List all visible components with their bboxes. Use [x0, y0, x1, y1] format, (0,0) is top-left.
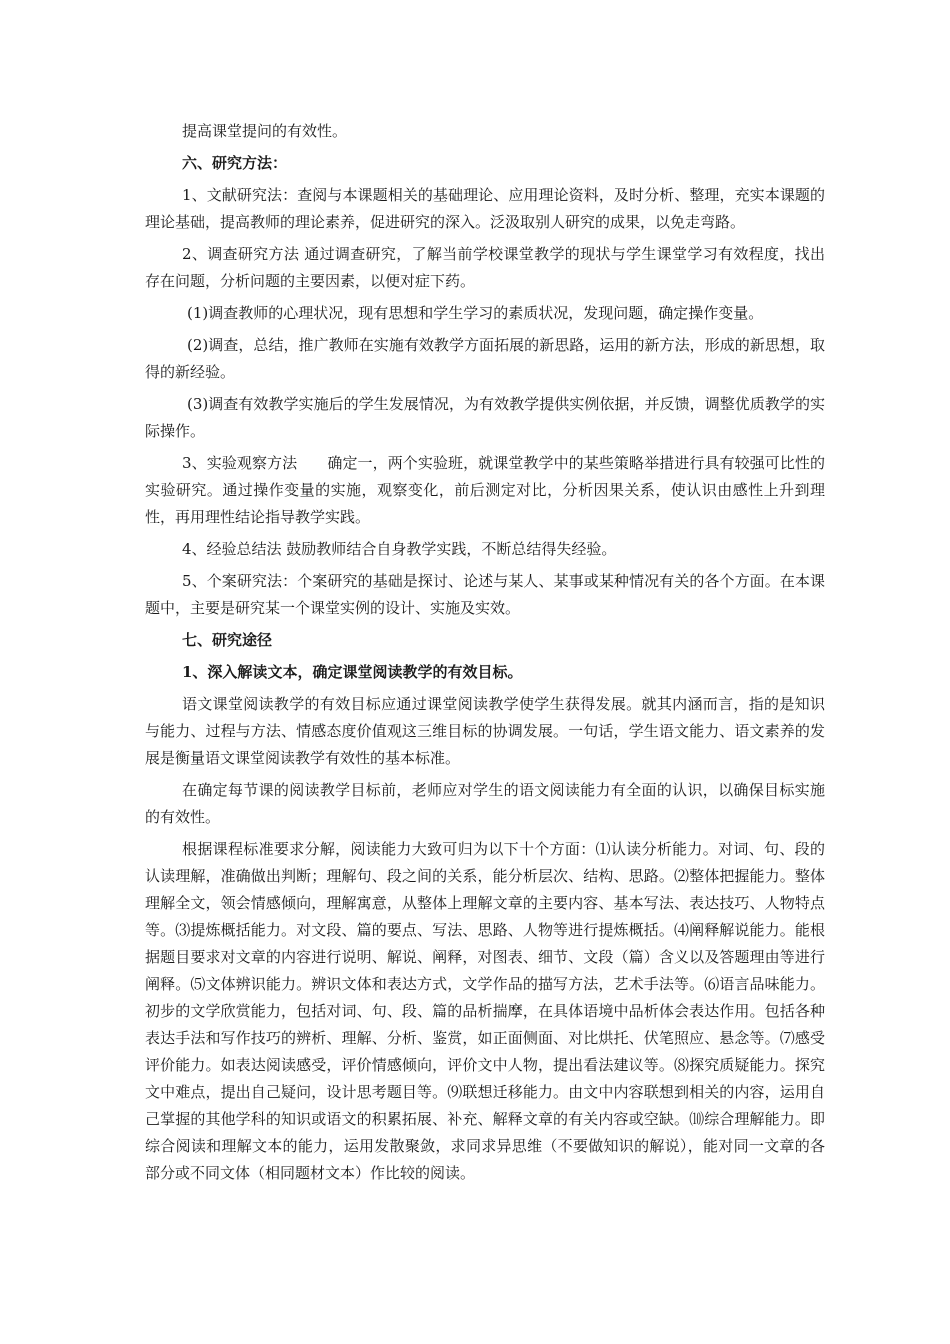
paragraph-survey-item-2: (2)调查，总结，推广教师在实施有效教学方面拓展的新思路，运用的新方法，形成的新思想，取得的新经验。 — [145, 336, 825, 381]
paragraph-intro: 提高课堂提问的有效性。 — [182, 122, 348, 140]
paragraph-experiment-method: 3、实验观察方法 确定一，两个实验班，就课堂教学中的某些策略举措进行具有较强可比性的实验研究。通过操作变量的实施，观察变化，前后测定对比，分析因果关系，使认识由感性上升到理性，再用理性结论指导教学实践。 — [145, 454, 825, 526]
heading-research-approach: 七、研究途径 — [182, 631, 273, 649]
paragraph-survey-item-3: (3)调查有效教学实施后的学生发展情况，为有效教学提供实例依据，并反馈，调整优质教学的实际操作。 — [145, 395, 825, 440]
document-body — [145, 118, 825, 1187]
paragraph-goal-setting: 在确定每节课的阅读教学目标前，老师应对学生的语文阅读能力有全面的认识，以确保目标实施的有效性。 — [145, 781, 825, 826]
paragraph-effective-goal: 语文课堂阅读教学的有效目标应通过课堂阅读教学使学生获得发展。就其内涵而言，指的是知识与能力、过程与方法、情感态度价值观这三维目标的协调发展。一句话，学生语文能力、语文素养的发展是衡量语文课堂阅读教学有效性的基本标准。 — [145, 695, 825, 767]
paragraph-survey-item-1: (1)调查教师的心理状况，现有思想和学生学习的素质状况，发现问题，确定操作变量。 — [187, 304, 764, 322]
paragraph-experience-method: 4、经验总结法 鼓励教师结合自身教学实践，不断总结得失经验。 — [182, 540, 617, 558]
paragraph-reading-abilities: 根据课程标准要求分解，阅读能力大致可归为以下十个方面：⑴认读分析能力。对词、句、段的认读理解，准确做出判断；理解句、段之间的关系，能分析层次、结构、思路。⑵整体把握能力。整体理解全文，领会情感倾向，理解寓意，从整体上理解文章的主要内容、基本写法、表达技巧、人物特点等。⑶提炼概括能力。对文段、篇的要点、写法、思路、人物等进行提炼概括。⑷阐释解说能力。能根据题目要求对文章的内容进行说明、解说、阐释，对图表、细节、文段（篇）含义以及答题理由等进行阐释。⑸文体辨识能力。辨识文体和表达方式，文学作品的描写方法，艺术手法等。⑹语言品味能力。初步的文学欣赏能力，包括对词、句、段、篇的品析揣摩，在具体语境中品析体会表达作用。包括各种表达手法和写作技巧的辨析、理解、分析、鉴赏，如正面侧面、对比烘托、伏笔照应、悬念等。⑺感受评价能力。如表达阅读感受，评价情感倾向，评价文中人物，提出看法建议等。⑻探究质疑能力。探究文中难点，提出自己疑问，设计思考题目等。⑼联想迁移能力。由文中内容联想到相关的内容，运用自己掌握的其他学科的知识或语文的积累拓展、补充、解释文章的有关内容或空缺。⑽综合理解能力。即综合阅读和理解文本的能力，运用发散聚敛，求同求异思维（不要做知识的解说），能对同一文章的各部分或不同文体（相同题材文本）作比较的阅读。 — [145, 840, 825, 1182]
paragraph-survey-method: 2、调查研究方法 通过调查研究，了解当前学校课堂教学的现状与学生课堂学习有效程度，找出存在问题，分析问题的主要因素，以便对症下药。 — [145, 245, 825, 290]
paragraph-literature-method: 1、文献研究法：查阅与本课题相关的基础理论、应用理论资料，及时分析、整理，充实本课题的理论基础，提高教师的理论素养，促进研究的深入。泛汲取别人研究的成果，以免走弯路。 — [145, 186, 825, 231]
heading-research-methods: 六、研究方法： — [182, 154, 288, 172]
heading-approach-1: 1、深入解读文本，确定课堂阅读教学的有效目标。 — [182, 663, 523, 681]
paragraph-case-method: 5、个案研究法：个案研究的基础是探讨、论述与某人、某事或某种情况有关的各个方面。在本课题中，主要是研究某一个课堂实例的设计、实施及实效。 — [145, 572, 825, 617]
